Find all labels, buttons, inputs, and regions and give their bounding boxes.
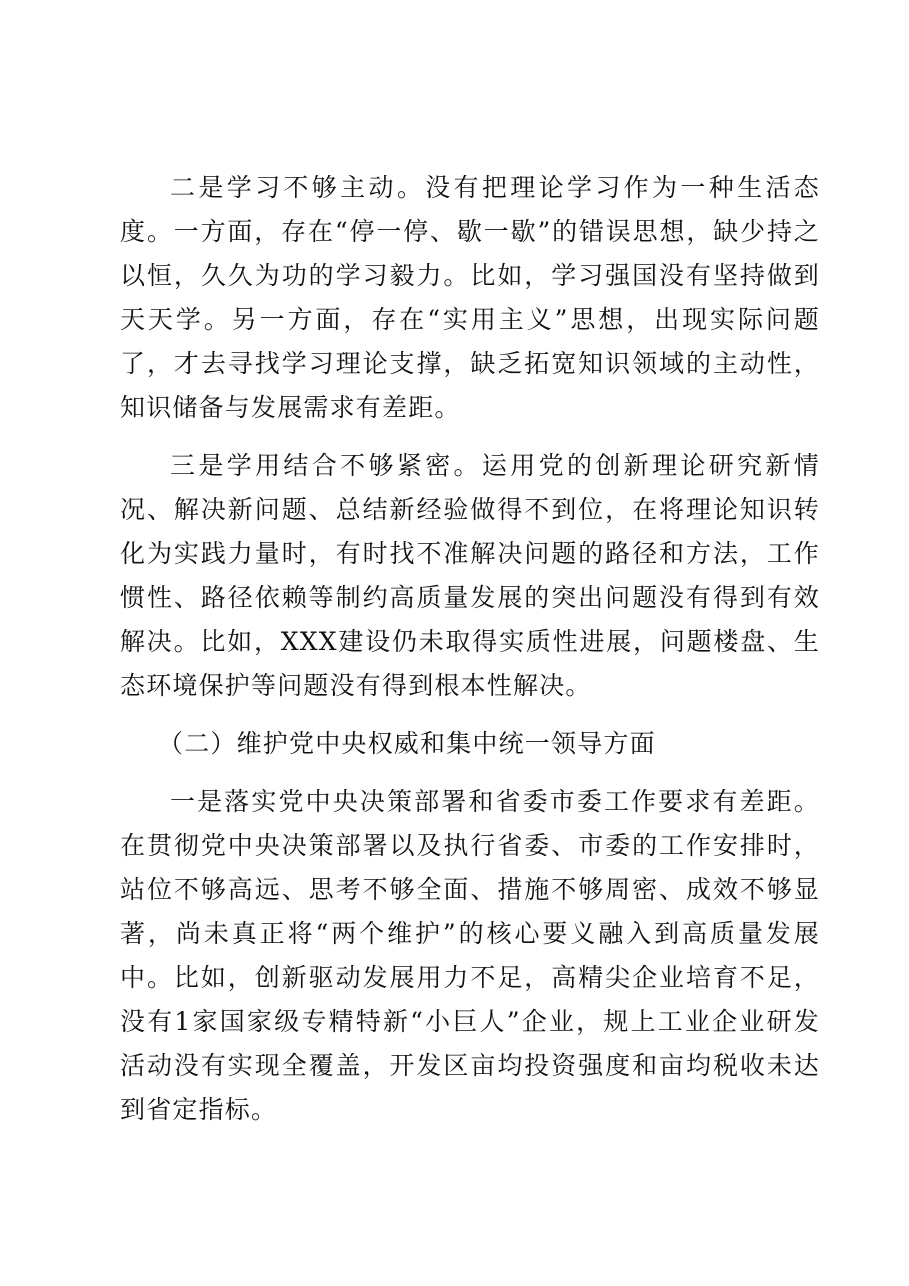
paragraph-implementation: 一是落实党中央决策部署和省委市委工作要求有差距。在贯彻党中央决策部署以及执行省委、市委的工作安排时，站位不够高远、思考不够全面、措施不够周密、成效不够显著，尚未真正将“两个维护”的核心要义融入到高质量发展中。比如，创新驱动发展用力不足，高精尖企业培育不足，没有1家国家级专精特新“小巨人”企业，规上工业企业研发活动没有实现全覆盖，开发区亩均投资强度和亩均税收未达到省定指标。: [120, 787, 820, 1124]
paragraph-study-application: 三是学用结合不够紧密。运用党的创新理论研究新情况、解决新问题、总结新经验做得不到位，在将理论知识转化为实践力量时，有时找不准解决问题的路径和方法，工作惯性、路径依赖等制约高质量发展的突出问题没有得到有效解决。比如，XXX建设仍未取得实质性进展，问题楼盘、生态环境保护等问题没有得到根本性解决。: [120, 451, 820, 700]
document-body: [120, 166, 820, 1146]
section-heading: （二）维护党中央权威和集中统一领导方面: [158, 729, 656, 758]
paragraph-study-initiative: 二是学习不够主动。没有把理论学习作为一种生活态度。一方面，存在“停一停、歇一歇”的错误思想，缺少持之以恒，久久为功的学习毅力。比如，学习强国没有坚持做到天天学。另一方面，存在“实用主义”思想，出现实际问题了，才去寻找学习理论支撑，缺乏拓宽知识领域的主动性，知识储备与发展需求有差距。: [120, 173, 820, 422]
